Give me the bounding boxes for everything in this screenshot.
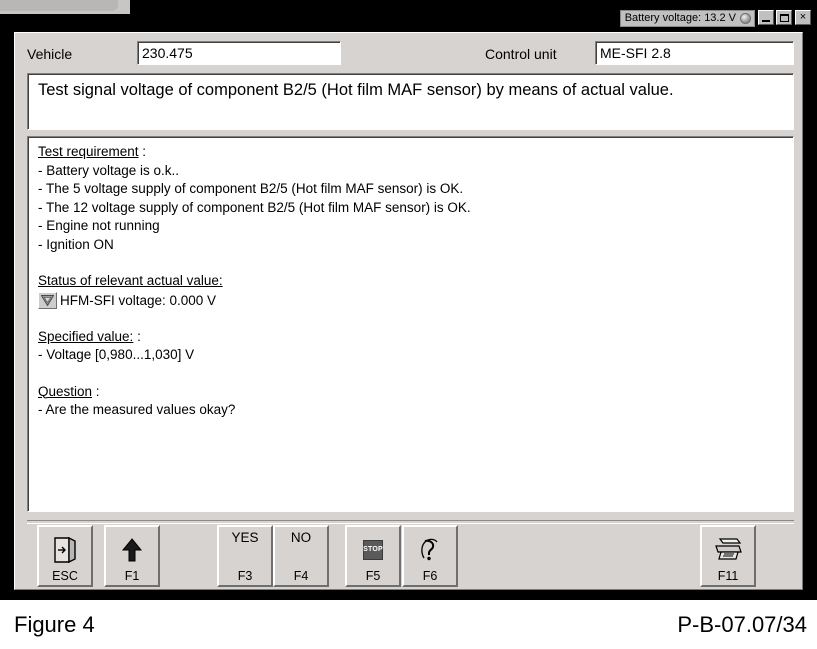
no-button[interactable] <box>273 525 329 587</box>
status-heading-underlined: Status of relevant actual value: <box>38 273 223 288</box>
esc-button[interactable] <box>37 525 93 587</box>
minimize-button[interactable] <box>758 10 774 25</box>
stop-square-icon <box>363 530 383 569</box>
document-reference: P-B-07.07/34 <box>677 612 807 637</box>
no-label: NO <box>290 530 312 545</box>
stop-icon-text: STOP <box>363 546 383 553</box>
yes-label: YES <box>231 530 259 545</box>
function-button-bar <box>27 525 794 587</box>
test-content-box <box>27 136 794 512</box>
printer-icon <box>713 530 743 569</box>
test-requirement-item: - The 5 voltage supply of component B2/5 (Hot film MAF sensor) is OK. <box>38 181 464 196</box>
spacer <box>38 310 785 328</box>
specified-value-heading <box>38 328 785 347</box>
up-arrow-icon <box>121 530 143 569</box>
question-heading <box>38 383 785 402</box>
exit-door-icon <box>52 530 78 569</box>
instruction-message-box <box>27 73 794 130</box>
test-requirement-heading <box>38 143 785 162</box>
actual-value-text: HFM-SFI voltage: 0.000 V <box>60 292 217 308</box>
spacer <box>38 365 785 383</box>
f1-key-label: F1 <box>124 569 140 583</box>
vehicle-value: 230.475 <box>142 45 193 61</box>
test-requirement-heading-underlined: Test requirement <box>38 144 139 159</box>
f11-key-label: F11 <box>717 569 739 583</box>
test-requirement-item: - Ignition ON <box>38 236 114 252</box>
specified-value-heading-underlined: Specified value: <box>38 328 134 344</box>
battery-voltage-text: Battery voltage: 13.2 V <box>624 12 736 24</box>
question-heading-underlined: Question <box>38 383 93 399</box>
actual-value-row[interactable] <box>38 292 785 310</box>
vehicle-field[interactable] <box>137 41 341 65</box>
control-unit-field[interactable] <box>595 41 794 65</box>
control-unit-label: Control unit <box>485 46 557 62</box>
header-row <box>15 39 804 67</box>
divider <box>27 520 794 524</box>
application-panel <box>14 32 803 590</box>
instruction-text: Test signal voltage of component B2/5 (Hot film MAF sensor) by means of actual value. <box>38 81 674 99</box>
yes-button[interactable] <box>217 525 273 587</box>
print-button[interactable] <box>700 525 756 587</box>
help-question-icon <box>417 530 443 569</box>
test-requirement-item: - Battery voltage is o.k.. <box>38 162 180 178</box>
f1-button[interactable] <box>104 525 160 587</box>
close-button[interactable] <box>795 10 811 25</box>
specified-value-heading-suffix: : <box>133 328 141 344</box>
figure-label: Figure 4 <box>14 612 95 637</box>
spacer <box>38 254 785 272</box>
control-unit-value: ME-SFI 2.8 <box>600 45 671 61</box>
specified-value-item: - Voltage [0,980...1,030] V <box>38 347 195 362</box>
esc-key-label: ESC <box>52 569 78 583</box>
test-requirement-item: - Engine not running <box>38 218 160 233</box>
close-icon: × <box>799 11 807 23</box>
scan-corner-shadow <box>0 0 118 11</box>
f3-key-label: F3 <box>237 569 253 583</box>
maximize-icon <box>780 14 789 22</box>
battery-voltage-indicator <box>620 10 755 27</box>
window-titlebar <box>130 0 817 30</box>
scan-corner-tab <box>0 0 130 14</box>
gauge-circle-icon <box>740 13 751 24</box>
stop-button[interactable] <box>345 525 401 587</box>
gauge-icon <box>38 292 57 309</box>
stop-square-shape <box>363 540 383 560</box>
vehicle-label: Vehicle <box>27 46 73 62</box>
figure-caption-row <box>0 600 817 649</box>
minimize-icon <box>762 20 770 22</box>
help-button[interactable] <box>402 525 458 587</box>
question-item: - Are the measured values okay? <box>38 402 236 417</box>
question-heading-suffix: : <box>92 383 100 399</box>
test-requirement-item: - The 12 voltage supply of component B2/5 (Hot film MAF sensor) is OK. <box>38 199 471 215</box>
status-heading <box>38 272 785 291</box>
f6-key-label: F6 <box>422 569 438 583</box>
f5-key-label: F5 <box>365 569 381 583</box>
f4-key-label: F4 <box>293 569 309 583</box>
maximize-button[interactable] <box>776 10 792 25</box>
test-requirement-heading-suffix: : <box>138 144 147 159</box>
